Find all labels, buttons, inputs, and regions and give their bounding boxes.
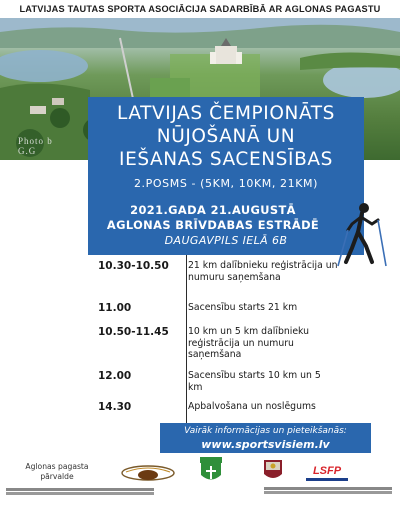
schedule-time: 11.00	[98, 302, 132, 314]
event-title-line-1: LATVIJAS ČEMPIONĀTS	[116, 103, 336, 124]
event-date: 2021.GADA 21.AUGUSTĀ	[130, 203, 296, 217]
event-title-line-2: NŪJOŠANĀ UN	[156, 126, 296, 147]
schedule-time: 10.30-10.50	[98, 260, 169, 272]
info-text: Vairāk informācijas un pieteikšanās:	[184, 426, 347, 436]
schedule-description: 21 km dalībnieku reģistrācija un numuru saņemšana	[188, 260, 338, 283]
schedule-time: 14.30	[98, 401, 132, 413]
info-bar	[160, 423, 371, 453]
organizer-header: LATVIJAS TAUTAS SPORTA ASOCIĀCIJA SADARBĪBĀ AR AGLONAS PAGASTU	[0, 0, 400, 18]
municipality-coat-of-arms-icon	[200, 457, 222, 485]
schedule-description: Sacensību starts 10 km un 5 km	[188, 370, 321, 393]
event-venue: AGLONAS BRĪVDABAS ESTRĀDĒ	[106, 218, 320, 232]
nordic-walker-icon	[330, 200, 390, 270]
lsfp-logo	[306, 466, 348, 480]
schedule-description: Sacensību starts 21 km	[188, 302, 298, 313]
website-link[interactable]: www.sportsvisiem.lv	[201, 438, 330, 451]
event-address: DAUGAVPILS IELĀ 6B	[164, 234, 288, 247]
event-stage: 2.POSMS - (5KM, 10KM, 21KM)	[133, 177, 319, 190]
photo-credit: Photo b G.G	[18, 136, 53, 156]
schedule-divider	[186, 255, 187, 426]
schedule-time: 10.50-11.45	[98, 326, 169, 338]
footer-municipality-label: Aglonas pagasta pārvalde	[25, 462, 89, 481]
footer-fine-print-left	[0, 487, 160, 496]
event-title-panel	[88, 97, 364, 255]
event-title-line-3: IEŠANAS SACENSĪBAS	[119, 149, 333, 170]
lsfp-logo-text: LSFP	[312, 465, 342, 477]
latvia-emblem-icon	[262, 456, 284, 484]
footer-fine-print-right	[262, 486, 394, 495]
schedule-time: 12.00	[98, 370, 132, 382]
schedule-description: Apbalvošana un noslēgums	[188, 401, 316, 412]
lawn-logo-icon	[120, 462, 176, 484]
schedule-description: 10 km un 5 km dalībnieku reģistrācija un numuru saņemšana	[188, 326, 310, 360]
